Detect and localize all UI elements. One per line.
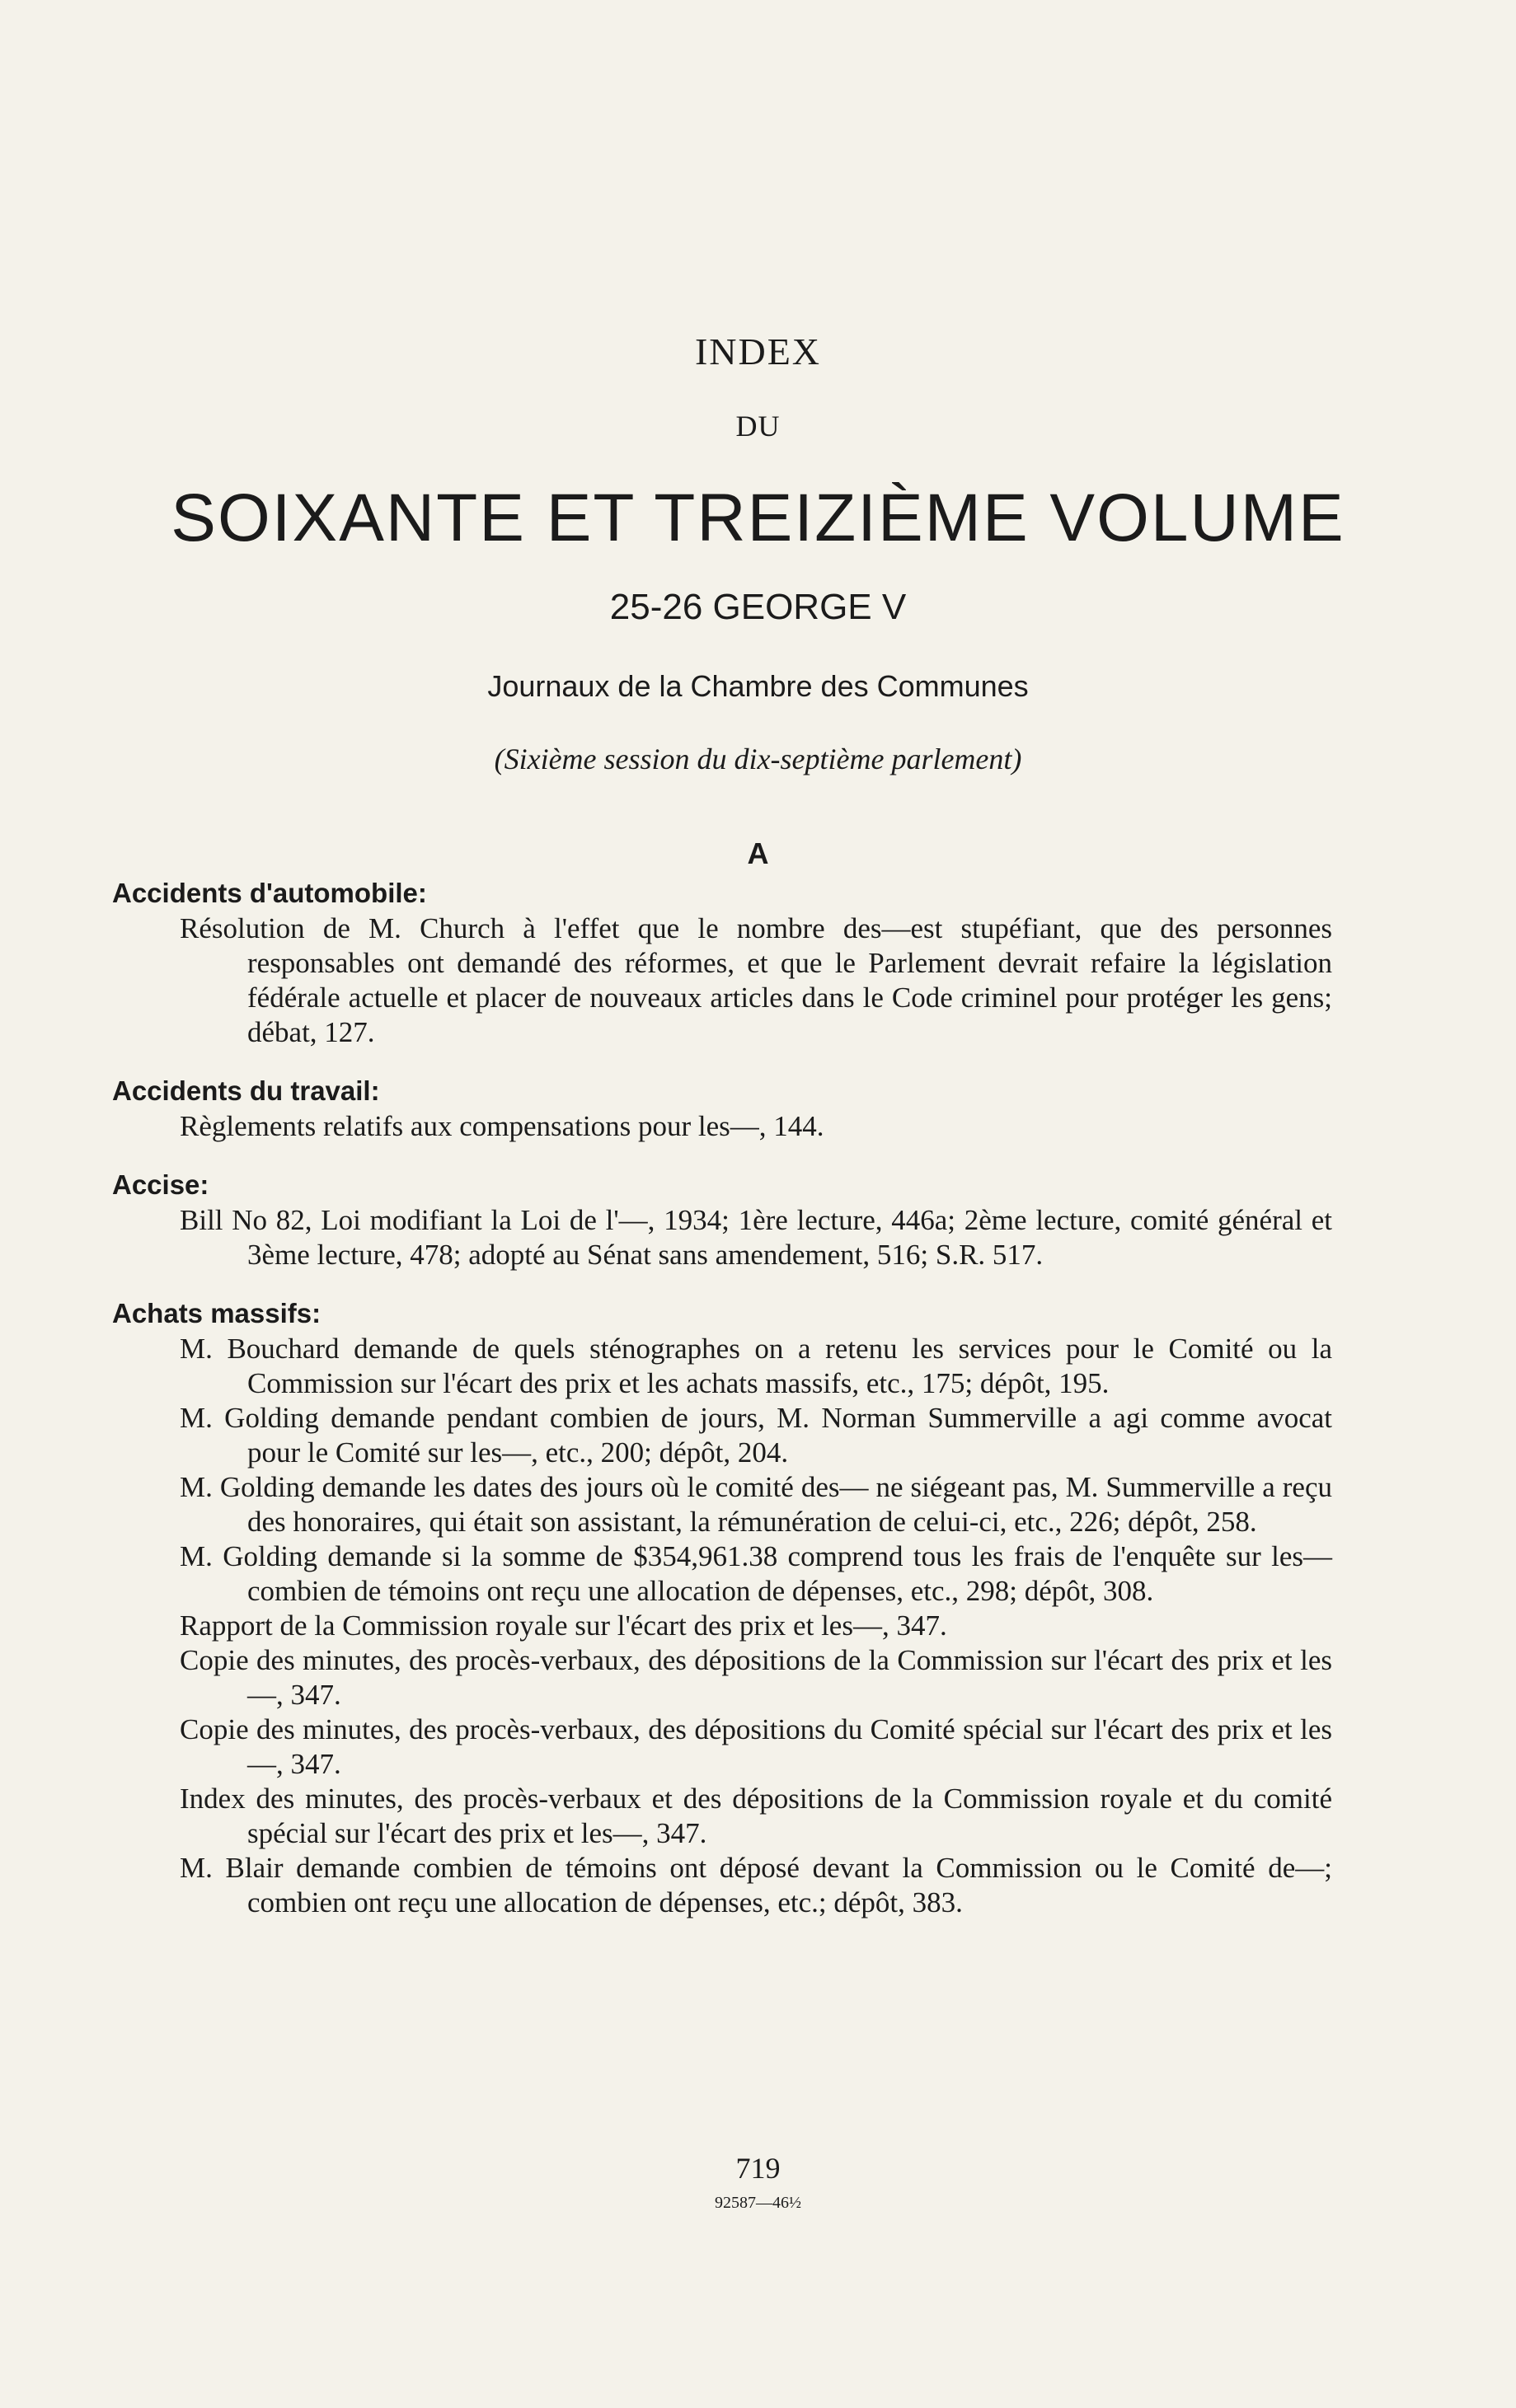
index-item: M. Golding demande pendant combien de jours, M. Norman Summerville a agi comme avocat pour le Comité sur les—, etc., 200; dépôt, 204. — [180, 1402, 1332, 1469]
volume-title: SOIXANTE ET TREIZIÈME VOLUME — [171, 480, 1345, 555]
index-item: Copie des minutes, des procès-verbaux, des dépositions du Comité spécial sur l'écart des prix et les—, 347. — [180, 1713, 1332, 1780]
index-section — [112, 875, 1332, 1050]
session-subtitle: (Sixième session du dix-septième parlement) — [494, 743, 1022, 775]
index-item: Résolution de M. Church à l'effet que le nombre des—est stupéfiant, que des personnes responsables ont demandé des réformes, et que le Parlement devrait refaire la législation fédérale actuelle et placer de nouveaux articles dans le Code criminel pour protéger les gens; débat, 127. — [180, 912, 1332, 1048]
index-section — [112, 1295, 1332, 1920]
print-reference: 92587—46½ — [715, 2194, 801, 2212]
index-item: Bill No 82, Loi modifiant la Loi de l'—, 1934; 1ère lecture, 446a; 2ème lecture, comité général et 3ème lecture, 478; adopté au Sénat sans amendement, 516; S.R. 517. — [180, 1204, 1332, 1271]
index-section — [112, 1167, 1332, 1272]
index-section — [112, 1073, 1332, 1144]
letter-heading: A — [747, 836, 769, 870]
section-heading: Accidents du travail: — [112, 1075, 380, 1106]
index-item: M. Golding demande les dates des jours où le comité des— ne siégeant pas, M. Summerville a reçu des honoraires, qui était son assistant, la rémunération de celui-ci, etc., 226; dépôt, 258. — [180, 1471, 1332, 1538]
index-item: M. Golding demande si la somme de $354,961.38 comprend tous les frais de l'enquête sur les— combien de témoins ont reçu une allocation de dépenses, etc., 298; dépôt, 308. — [180, 1540, 1332, 1607]
reign-subtitle: 25-26 GEORGE V — [609, 587, 907, 627]
section-heading: Achats massifs: — [112, 1298, 322, 1328]
index-item: Règlements relatifs aux compensations pour les—, 144. — [180, 1110, 824, 1142]
index-item: Copie des minutes, des procès-verbaux, des dépositions de la Commission sur l'écart des prix et les—, 347. — [180, 1644, 1332, 1711]
section-heading: Accidents d'automobile: — [112, 878, 427, 908]
index-item: M. Blair demande combien de témoins ont déposé devant la Commission ou le Comité de—; combien ont reçu une allocation de dépenses, etc.; dépôt, 383. — [180, 1852, 1332, 1918]
journal-subtitle: Journaux de la Chambre des Communes — [487, 669, 1029, 703]
du-label: DU — [735, 410, 781, 443]
index-item: Index des minutes, des procès-verbaux et des dépositions de la Commission royale et du comité spécial sur l'écart des prix et les—, 347. — [180, 1783, 1332, 1849]
index-entries — [112, 875, 1332, 1943]
index-item: M. Bouchard demande de quels sténographes on a retenu les services pour le Comité ou la Commission sur l'écart des prix et les achats massifs, etc., 175; dépôt, 195. — [180, 1333, 1332, 1399]
section-heading: Accise: — [112, 1169, 209, 1200]
index-title: INDEX — [694, 330, 822, 372]
index-item: Rapport de la Commission royale sur l'écart des prix et les—, 347. — [180, 1609, 947, 1642]
page-number: 719 — [735, 2152, 781, 2185]
